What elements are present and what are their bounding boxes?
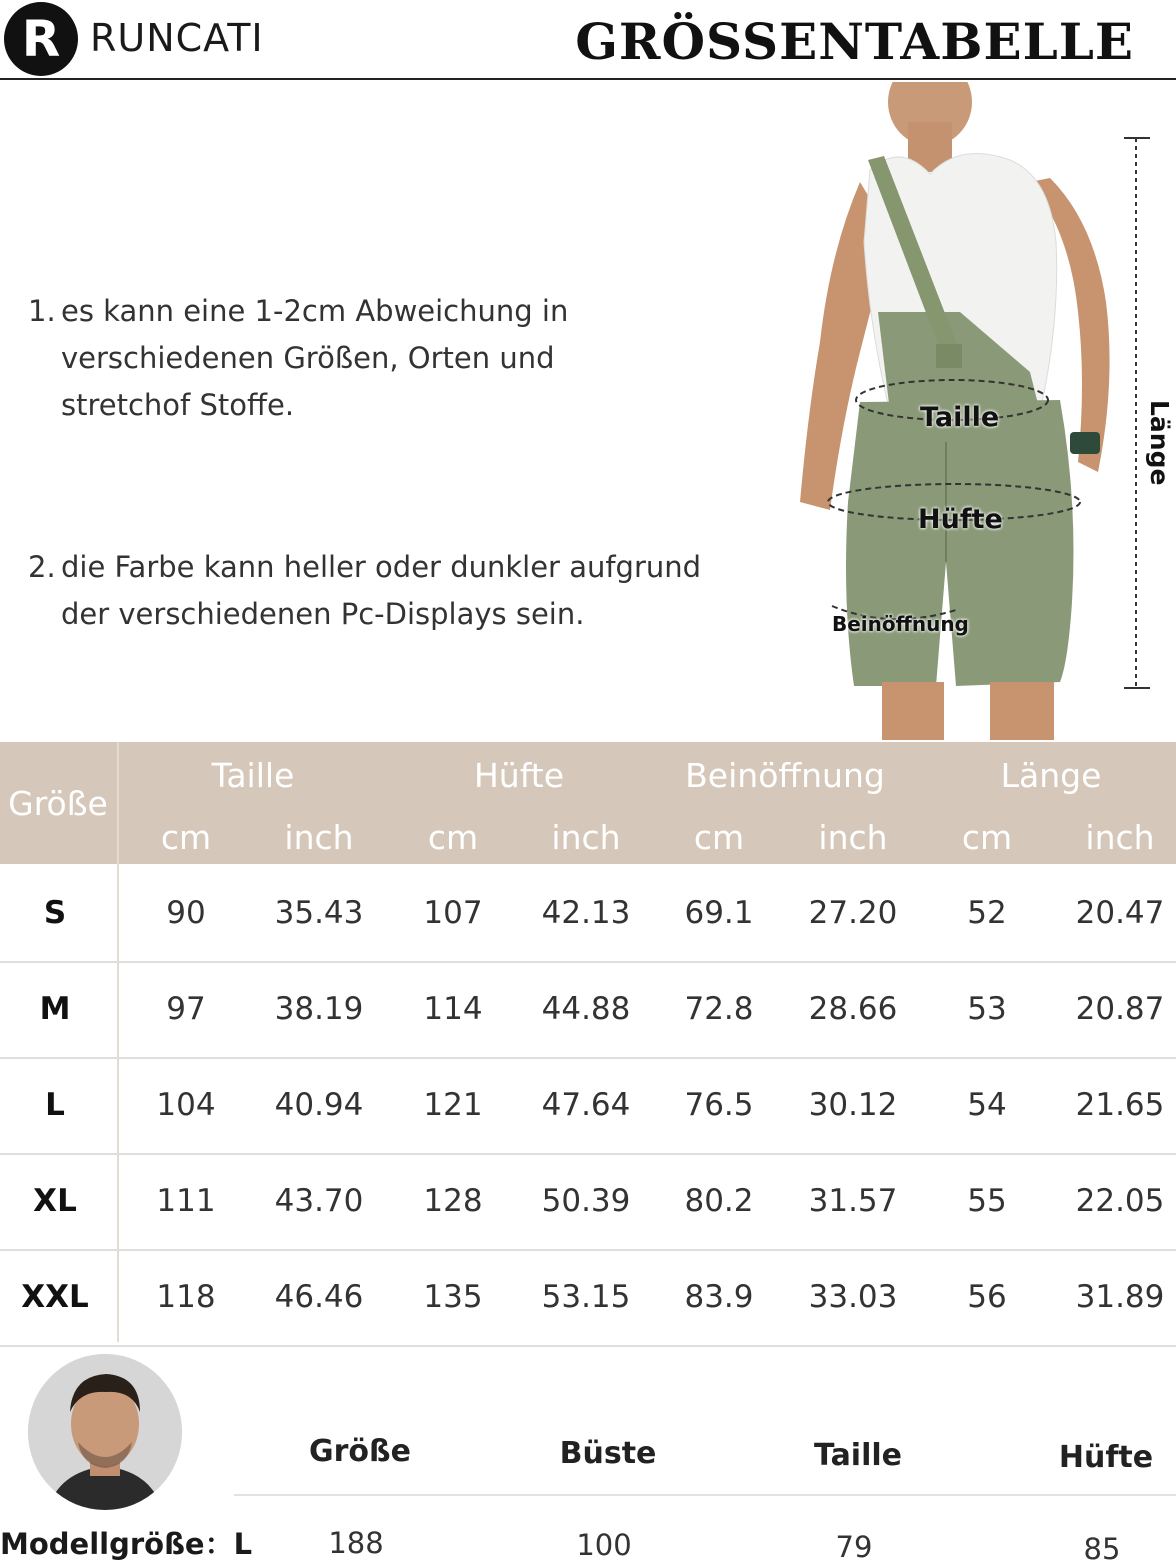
note-1	[28, 288, 728, 438]
note-2	[28, 544, 748, 644]
table-cell: 28.66	[808, 991, 898, 1027]
group-header-hip: Hüfte	[473, 756, 564, 795]
table-row	[0, 1250, 1176, 1347]
size-cell: M	[39, 991, 71, 1027]
table-cell: 50.39	[541, 1183, 631, 1219]
table-cell: 22.05	[1075, 1183, 1165, 1219]
table-row	[0, 866, 1176, 963]
note-1-text: es kann eine 1-2cm Abweichung in verschiedenen Größen, Orten und stretchof Stoffe.	[61, 294, 569, 422]
table-cell: 31.57	[808, 1183, 898, 1219]
model-avatar	[28, 1354, 182, 1510]
table-cell: 52	[967, 895, 1007, 931]
unit-header: inch	[1085, 818, 1155, 857]
model-header-hip: Hüfte	[1058, 1440, 1154, 1475]
table-cell: 46.46	[274, 1279, 364, 1315]
waist-label: Taille	[920, 402, 1000, 433]
table-cell: 27.20	[808, 895, 898, 931]
table-cell: 97	[166, 991, 206, 1027]
table-cell: 83.9	[684, 1279, 754, 1315]
table-cell: 43.70	[274, 1183, 364, 1219]
unit-header: inch	[551, 818, 621, 857]
table-cell: 33.03	[808, 1279, 898, 1315]
table-cell: 80.2	[684, 1183, 754, 1219]
group-header-leg-opening: Beinöffnung	[685, 756, 885, 795]
table-cell: 20.47	[1075, 895, 1165, 931]
model-value-bust: 100	[576, 1528, 632, 1562]
table-cell: 47.64	[541, 1087, 631, 1123]
table-cell: 56	[967, 1279, 1007, 1315]
table-cell: 54	[967, 1087, 1007, 1123]
table-cell: 44.88	[541, 991, 631, 1027]
model-value-hip: 85	[1083, 1532, 1121, 1566]
table-cell: 21.65	[1075, 1087, 1165, 1123]
header-divider	[0, 78, 1176, 80]
table-cell: 128	[423, 1183, 483, 1219]
model-portrait-icon	[28, 1354, 182, 1510]
table-cell: 30.12	[808, 1087, 898, 1123]
brand-logo-icon	[4, 2, 78, 76]
table-row	[0, 1058, 1176, 1155]
table-cell: 31.89	[1075, 1279, 1165, 1315]
leg-opening-label: Beinöffnung	[832, 612, 969, 636]
note-2-text: die Farbe kann heller oder dunkler aufgrund der verschiedenen Pc-Displays sein.	[61, 550, 702, 631]
brand-name: RUNCATI	[90, 16, 264, 60]
length-label: Länge	[1145, 400, 1174, 486]
table-cell: 107	[423, 895, 483, 931]
model-header-bust: Büste	[559, 1436, 657, 1471]
unit-header: cm	[961, 818, 1013, 857]
model-value-waist: 79	[835, 1530, 873, 1564]
model-value-height: 188	[328, 1526, 384, 1560]
logo-letter: R	[21, 10, 61, 68]
size-cell: XXL	[21, 1279, 89, 1315]
table-cell: 104	[156, 1087, 216, 1123]
note-1-number: 1.	[28, 294, 56, 328]
table-cell: 42.13	[541, 895, 631, 931]
size-table	[0, 742, 1176, 1342]
group-header-waist: Taille	[211, 756, 295, 795]
unit-header: inch	[818, 818, 888, 857]
unit-header: cm	[160, 818, 212, 857]
unit-header: cm	[427, 818, 479, 857]
size-cell: XL	[33, 1183, 77, 1219]
model-header-height: Größe	[309, 1434, 411, 1469]
size-cell: S	[43, 895, 67, 931]
table-cell: 53.15	[541, 1279, 631, 1315]
table-cell: 53	[967, 991, 1007, 1027]
table-row	[0, 1154, 1176, 1251]
unit-header: cm	[693, 818, 745, 857]
table-cell: 118	[156, 1279, 216, 1315]
table-cell: 135	[423, 1279, 483, 1315]
table-cell: 90	[166, 895, 206, 931]
group-header-length: Länge	[1000, 756, 1102, 795]
table-cell: 121	[423, 1087, 483, 1123]
table-cell: 114	[423, 991, 483, 1027]
table-cell: 35.43	[274, 895, 364, 931]
size-column-header: Größe	[8, 784, 108, 823]
model-header-waist: Taille	[813, 1438, 903, 1473]
table-cell: 40.94	[274, 1087, 364, 1123]
table-cell: 69.1	[684, 895, 754, 931]
note-2-number: 2.	[28, 550, 56, 584]
table-cell: 72.8	[684, 991, 754, 1027]
table-cell: 111	[156, 1183, 216, 1219]
table-cell: 55	[967, 1183, 1007, 1219]
table-cell: 38.19	[274, 991, 364, 1027]
model-size-label: Modellgröße：L	[0, 1527, 253, 1561]
page-title: GRÖSSENTABELLE	[575, 12, 1134, 71]
product-figure	[760, 82, 1176, 740]
table-cell: 76.5	[684, 1087, 754, 1123]
table-row	[0, 962, 1176, 1059]
model-divider	[234, 1494, 1176, 1496]
table-cell: 20.87	[1075, 991, 1165, 1027]
hip-label: Hüfte	[918, 504, 1003, 535]
unit-header: inch	[284, 818, 354, 857]
size-cell: L	[45, 1087, 65, 1123]
header	[0, 0, 1176, 80]
